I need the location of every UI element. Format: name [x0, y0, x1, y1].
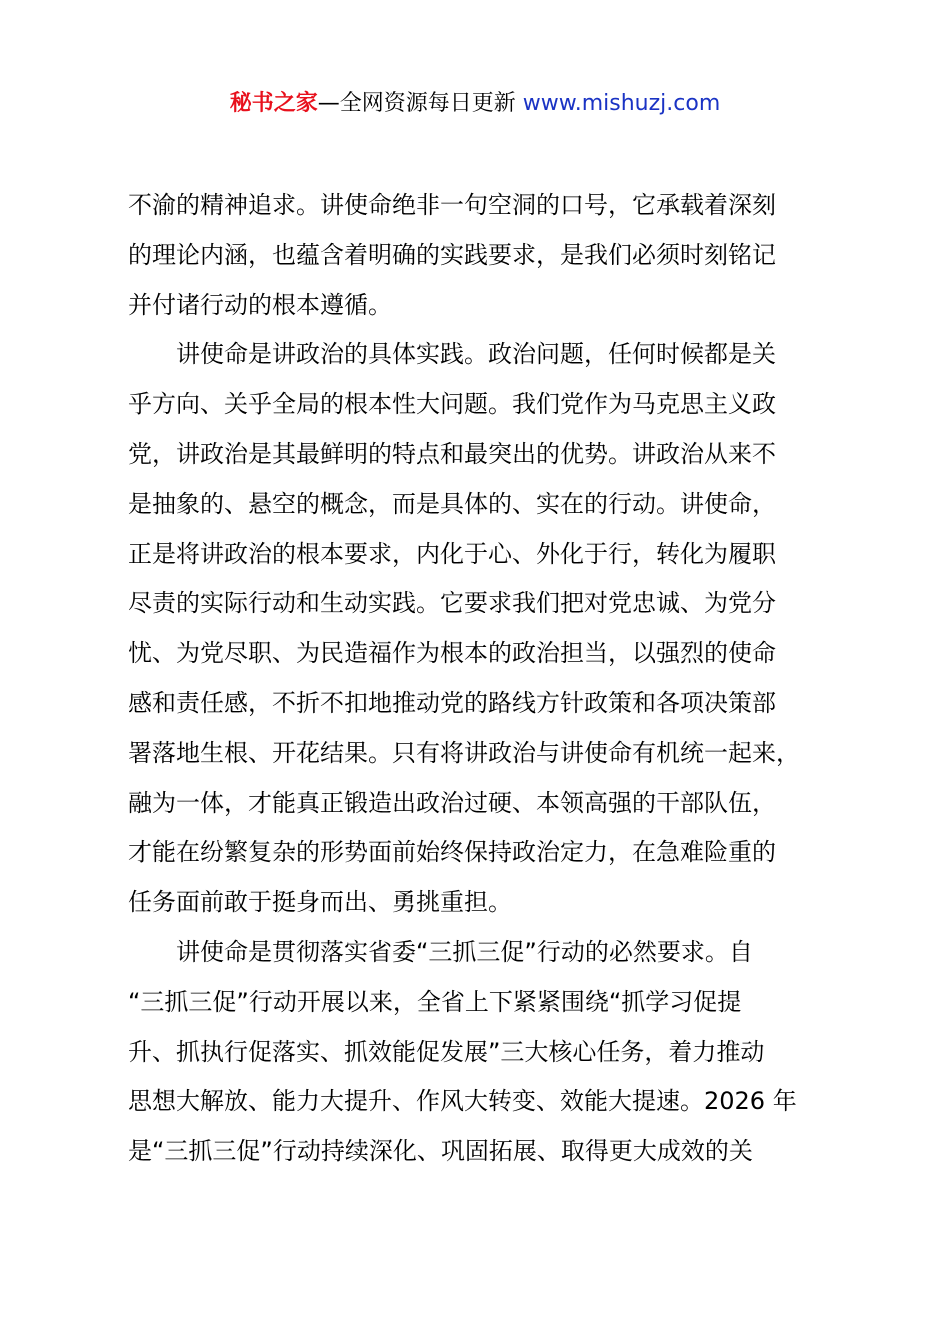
text-line: 是抽象的、悬空的概念，而是具体的、实在的行动。讲使命，	[128, 489, 776, 518]
text-line: 乎方向、关乎全局的根本性大问题。我们党作为马克思主义政	[128, 390, 776, 419]
text-line: 思想大解放、能力大提升、作风大转变、效能大提速。2026 年	[128, 1087, 797, 1116]
text-line: 忧、为党尽职、为民造福作为根本的政治担当，以强烈的使命	[128, 639, 776, 668]
text-line: 不渝的精神追求。讲使命绝非一句空洞的口号，它承载着深刻	[128, 191, 776, 219]
text-line: 感和责任感，不折不扣地推动党的路线方针政策和各项决策部	[128, 688, 776, 717]
document-body	[128, 181, 868, 1177]
text-line: 融为一体，才能真正锻造出政治过硬、本领高强的干部队伍，	[128, 788, 776, 817]
text-line: 讲使命是贯彻落实省委“三抓三促”行动的必然要求。自	[128, 937, 753, 966]
text-line: 才能在纷繁复杂的形势面前始终保持政治定力，在急难险重的	[128, 838, 776, 867]
text-line: 任务面前敢于挺身而出、勇挑重担。	[128, 888, 512, 917]
text-line: 正是将讲政治的根本要求，内化于心、外化于行，转化为履职	[128, 539, 776, 568]
page-header	[0, 86, 950, 122]
text-line: “三抓三促”行动开展以来，全省上下紧紧围绕“抓学习促提	[128, 987, 742, 1016]
text-line: 讲使命是讲政治的具体实践。政治问题，任何时候都是关	[128, 340, 776, 369]
text-line: 尽责的实际行动和生动实践。它要求我们把对党忠诚、为党分	[128, 589, 776, 618]
text-line: 升、抓执行促落实、抓效能促发展”三大核心任务，着力推动	[128, 1037, 765, 1066]
text-line: 署落地生根、开花结果。只有将讲政治与讲使命有机统一起来，	[128, 738, 800, 767]
text-line: 党，讲政治是其最鲜明的特点和最突出的优势。讲政治从来不	[128, 439, 776, 468]
header-url-link[interactable]: www.mishuzj.com	[522, 91, 721, 116]
header-tagline: —全网资源每日更新	[317, 91, 523, 116]
text-line: 是“三抓三促”行动持续深化、巩固拓展、取得更大成效的关	[128, 1137, 753, 1166]
brand-name: 秘书之家	[229, 91, 318, 116]
text-line: 并付诸行动的根本遵循。	[128, 290, 392, 319]
text-line: 的理论内涵，也蕴含着明确的实践要求，是我们必须时刻铭记	[128, 240, 776, 269]
